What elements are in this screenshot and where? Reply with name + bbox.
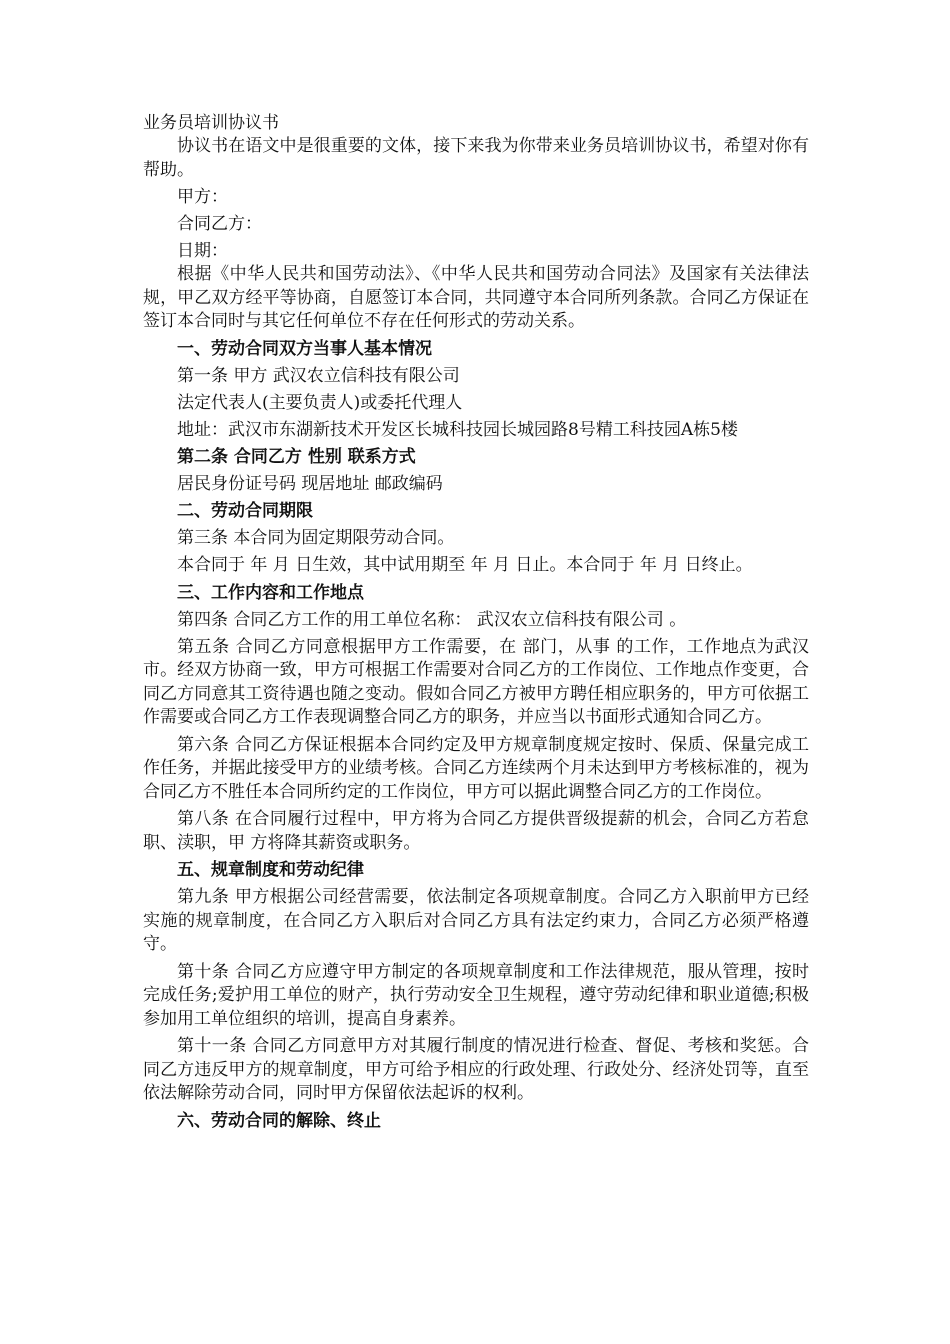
term-paragraph: 本合同于 年 月 日生效，其中试用期至 年 月 日止。本合同于 年 月 日终止。 (177, 555, 753, 575)
article-9: 第九条 甲方根据公司经营需要，依法制定各项规章制度。合同乙方入职前甲方已经实施的规章制度，在合同乙方入职后对合同乙方具有法定约束力，合同乙方必须严格遵守。 (143, 887, 809, 954)
article-3: 第三条 本合同为固定期限劳动合同。 (177, 528, 455, 548)
article-6: 第六条 合同乙方保证根据本合同约定及甲方规章制度规定按时、保质、保量完成工作任务，并据此接受甲方的业绩考核。合同乙方连续两个月未达到甲方考核标准的，视为合同乙方不胜任本合同所约定的工作岗位，甲方可以据此调整合同乙方的工作岗位。 (143, 734, 809, 802)
article-4: 第四条 合同乙方工作的用工单位名称： 武汉农立信科技有限公司 。 (177, 609, 687, 630)
document-body (143, 112, 809, 1133)
date-line: 日期： (177, 241, 228, 261)
preamble-paragraph: 根据《中华人民共和国劳动法》、《中华人民共和国劳动合同法》及国家有关法律法规，甲乙双方经平等协商，自愿签订本合同，共同遵守本合同所列条款。合同乙方保证在签订本合同时与其它任何单位不存在任何形式的劳动关系。 (143, 264, 809, 331)
intro-paragraph: 协议书在语文中是很重要的文体，接下来我为你带来业务员培训协议书，希望对你有帮助。 (143, 136, 809, 180)
party-b-line: 合同乙方： (177, 214, 262, 234)
document-title: 业务员培训协议书 (143, 113, 279, 133)
article-10: 第十条 合同乙方应遵守甲方制定的各项规章制度和工作法律规范，服从管理，按时完成任务;爱护用工单位的财产，执行劳动安全卫生规程，遵守劳动纪律和职业道德;积极参加用工单位组织的培训，提高自身素养。 (143, 961, 809, 1029)
legal-representative-line: 法定代表人(主要负责人)或委托代理人 (177, 392, 463, 413)
article-8: 第八条 在合同履行过程中，甲方将为合同乙方提供晋级提薪的机会，合同乙方若怠职、渎职，甲 方将降其薪资或职务。 (143, 809, 809, 853)
section-1-heading: 一、劳动合同双方当事人基本情况 (177, 338, 432, 359)
article-5: 第五条 合同乙方同意根据甲方工作需要，在 部门，从事 的工作，工作地点为武汉市。经双方协商一致，甲方可根据工作需要对合同乙方的工作岗位、工作地点作变更，合同乙方同意其工资待遇也随之变动。假如合同乙方被甲方聘任相应职务的，甲方可依据工作需要或合同乙方工作表现调整合同乙方的职务，并应当以书面形式通知合同乙方。 (143, 636, 809, 727)
section-3-heading: 三、工作内容和工作地点 (177, 582, 364, 603)
article-11: 第十一条 合同乙方同意甲方对其履行制度的情况进行检查、督促、考核和奖惩。合同乙方违反甲方的规章制度，甲方可给予相应的行政处理、行政处分、经济处罚等，直至依法解除劳动合同，同时甲方保留依法起诉的权利。 (143, 1036, 809, 1103)
address-paragraph: 地址：武汉市东湖新技术开发区长城科技园长城园路8号精工科技园A栋5楼 (177, 419, 738, 440)
article-2: 第二条 合同乙方 性别 联系方式 (177, 447, 416, 467)
section-5-heading: 五、规章制度和劳动纪律 (177, 860, 364, 880)
section-6-heading: 六、劳动合同的解除、终止 (177, 1110, 381, 1131)
party-a-line: 甲方： (177, 187, 228, 207)
id-info-line: 居民身份证号码 现居地址 邮政编码 (177, 474, 443, 494)
section-2-heading: 二、劳动合同期限 (177, 501, 313, 521)
article-1: 第一条 甲方 武汉农立信科技有限公司 (177, 365, 460, 386)
